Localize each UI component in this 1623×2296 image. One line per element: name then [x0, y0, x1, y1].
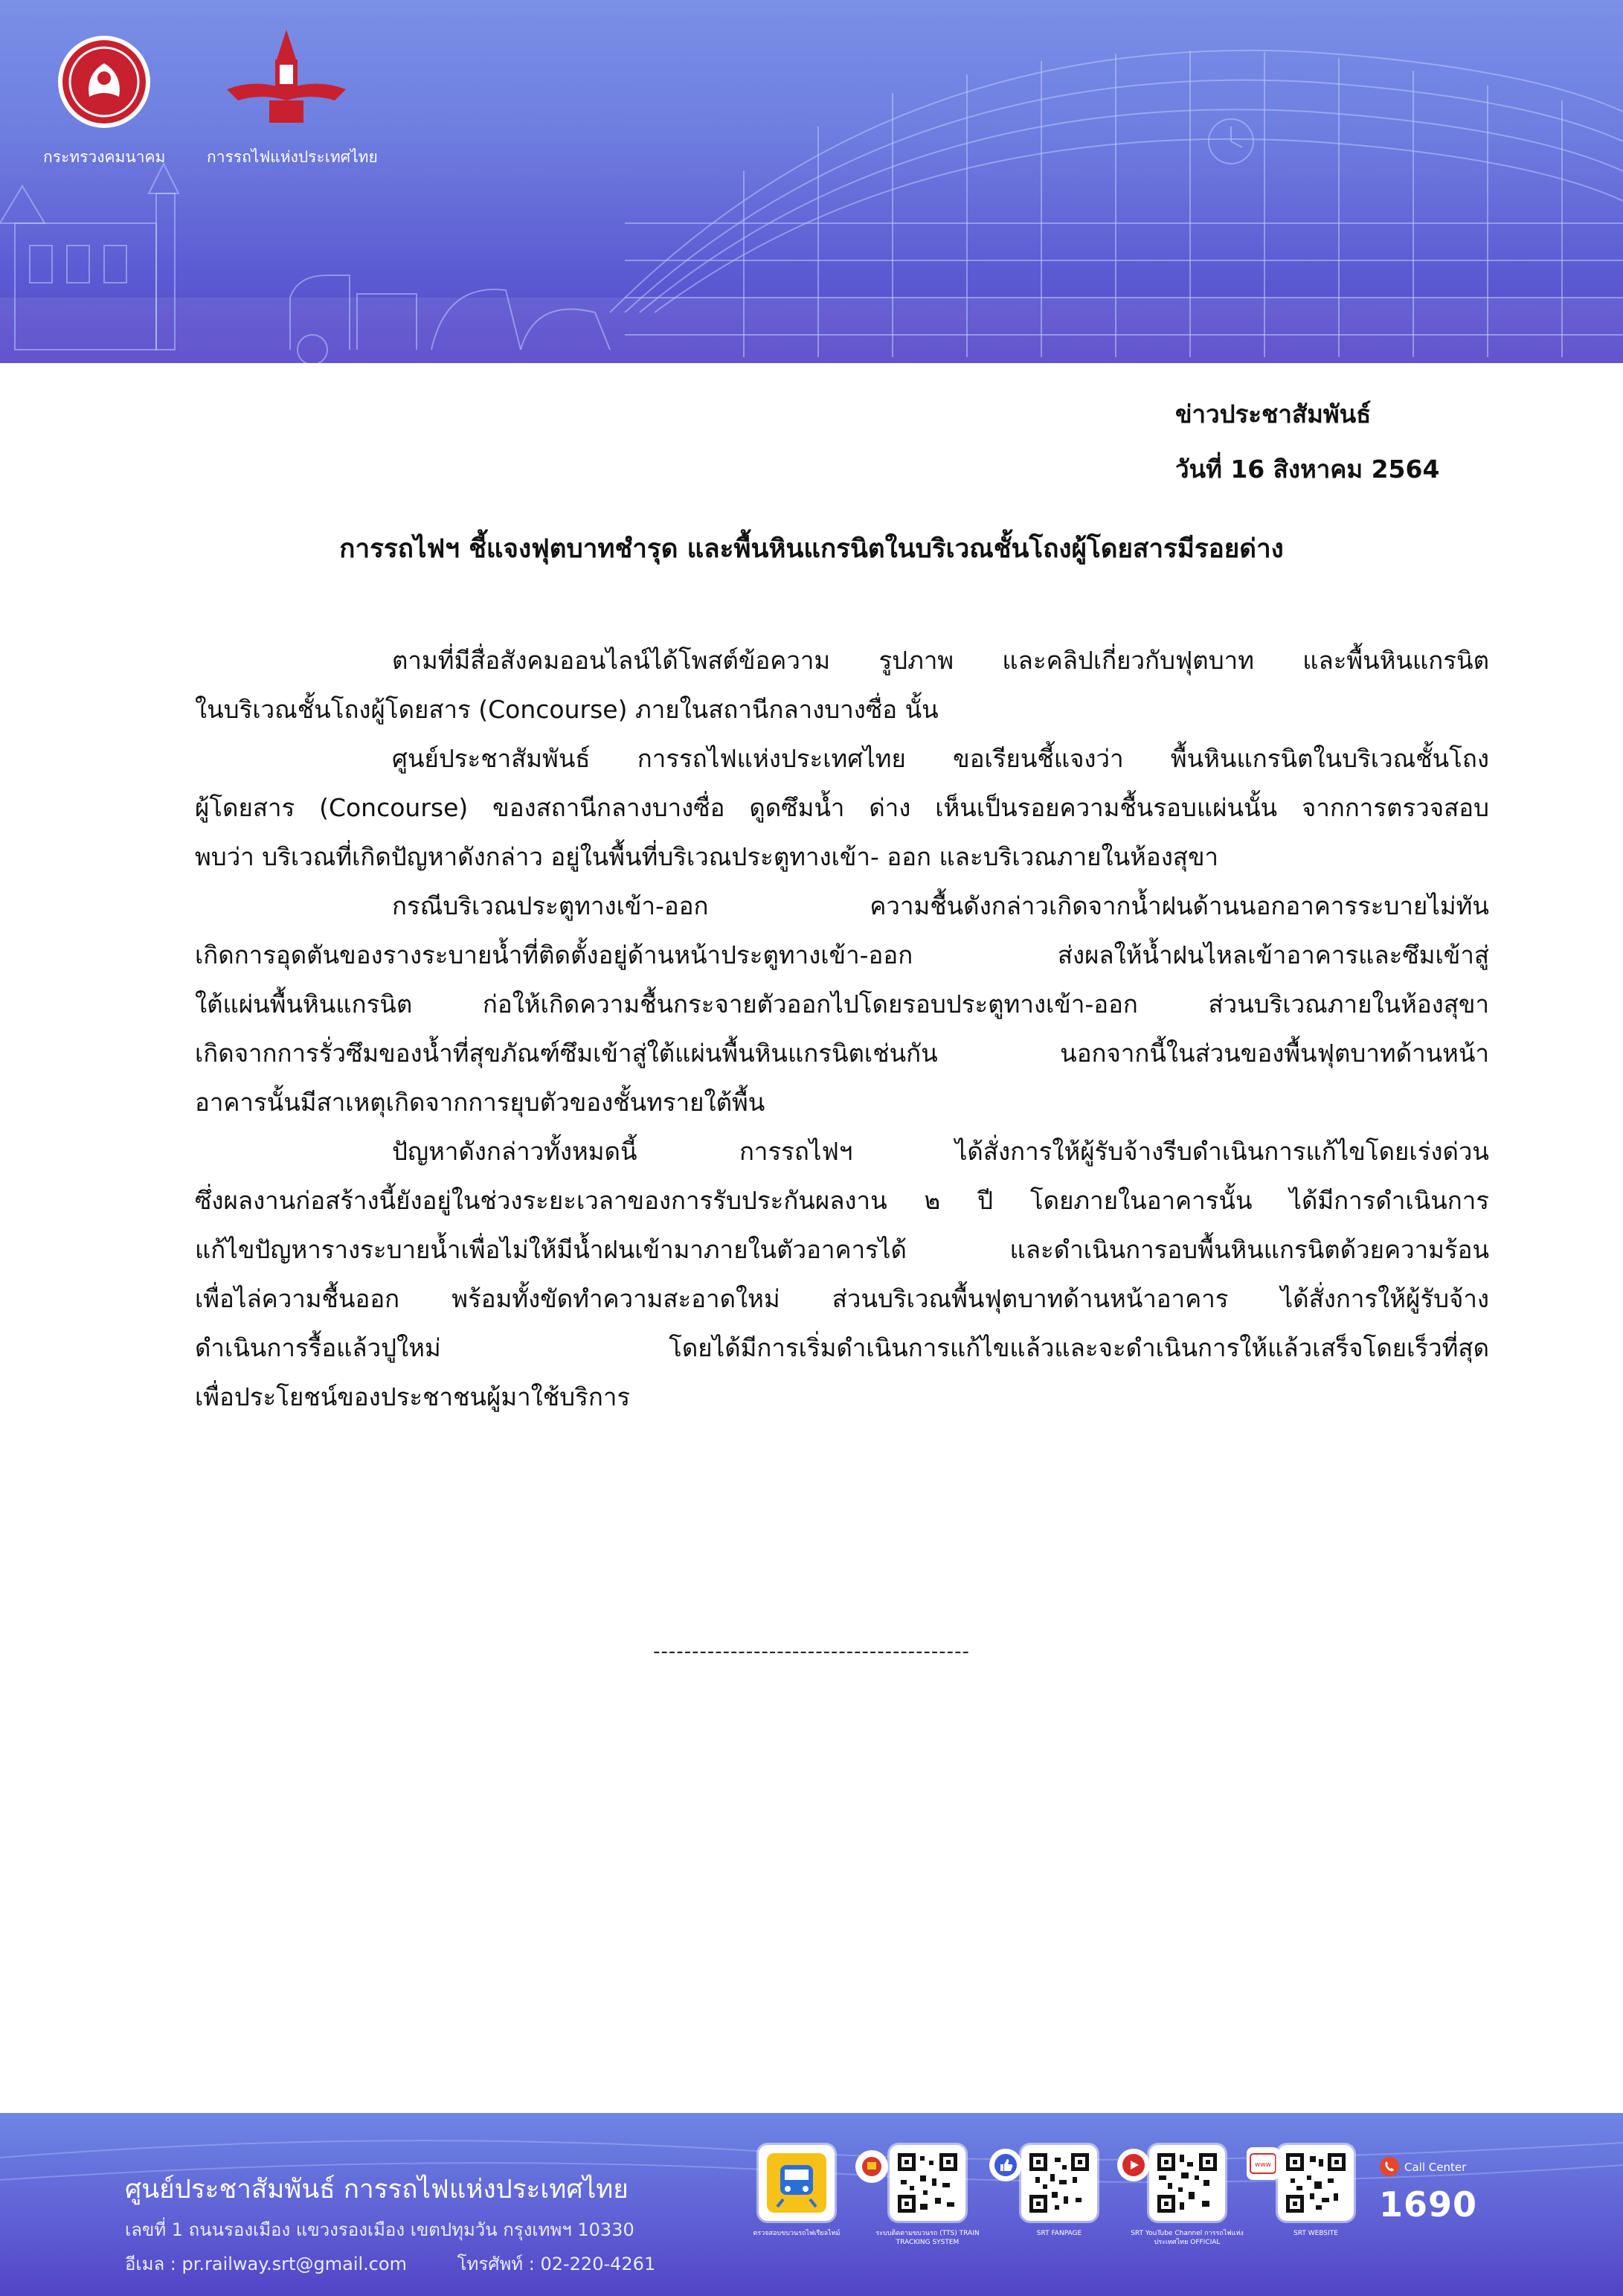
footer-email[interactable]: อีเมล : pr.railway.srt@gmail.com: [125, 2254, 407, 2274]
article-line: เกิดจากการรั่วซึมของน้ำที่สุขภัณฑ์ซึมเข้าสู่ใต้แผ่นพื้นหินแกรนิตเช่นกัน นอกจากนี้ในส่วนของพื้นฟุตบาทด้านหน้า: [195, 1039, 1489, 1068]
article-line: ผู้โดยสาร (Concourse) ของสถานีกลางบางซื่อ ดูดซึมน้ำ ด่าง เห็นเป็นรอยความชื้นรอบแผ่นนั้น จากการตรวจสอบ: [195, 793, 1489, 822]
tts-caption: ระบบติดตามขบวนรถ (TTS) TRAIN TRACKING SYSTEM: [875, 2230, 980, 2246]
footer-contact: [125, 2249, 655, 2278]
article-line: ใต้แผ่นพื้นหินแกรนิต ก่อให้เกิดความชื้นกระจายตัวออกไปโดยรอบประตูทางเข้า-ออก ส่วนบริเวณภายในห้องสุขา: [195, 990, 1489, 1019]
header-banner: [0, 0, 1623, 363]
qr-code: [1029, 2153, 1089, 2213]
facebook-like-icon: [989, 2149, 1022, 2181]
article-line: อาคารนั้นมีสาเหตุเกิดจากการยุบตัวของชั้นทรายใต้พื้น: [195, 1088, 765, 1117]
ministry-seal-logo: [56, 33, 152, 130]
website-www-icon: [1247, 2147, 1279, 2180]
article-line: พบว่า บริเวณที่เกิดปัญหาดังกล่าว อยู่ในพื้นที่บริเวณประตูทางเข้า- ออก และบริเวณภายในห้องสุขา: [195, 842, 1219, 871]
article-body: [195, 636, 1489, 1422]
website-qr-icon[interactable]: [1278, 2145, 1354, 2221]
call-center-number: 1690: [1379, 2184, 1478, 2225]
article-line: เพื่อไล่ความชื้นออก พร้อมทั้งขัดทำความสะอาดใหม่ ส่วนบริเวณพื้นฟุตบาทด้านหน้าอาคาร ได้สั่งการให้ผู้รับจ้าง: [195, 1284, 1489, 1313]
article-line: เพื่อประโยชน์ของประชาชนผู้มาใช้บริการ: [195, 1382, 631, 1411]
tts-badge-icon: [855, 2150, 888, 2183]
article-line: แก้ไขปัญหารางระบายน้ำเพื่อไม่ให้มีน้ำฝนเข้ามาภายในตัวอาคารได้ และดำเนินการอบพื้นหินแกรนิตด้วยความร้อน: [195, 1235, 1489, 1264]
ministry-label: กระทรวงคมนาคม: [43, 148, 166, 166]
phone-icon: [1379, 2156, 1400, 2177]
footer-banner: [0, 2113, 1623, 2296]
press-release-date: วันที่ 16 สิงหาคม 2564: [1175, 455, 1440, 484]
facebook-qr-icon[interactable]: [1021, 2145, 1097, 2221]
srt-label: การรถไฟแห่งประเทศไทย: [207, 148, 378, 166]
train-app-caption: ตรวจสอบขบวนรถไฟเรียลไทม์: [753, 2230, 841, 2237]
footer-phone[interactable]: โทรศัพท์ : 02-220-4261: [457, 2254, 656, 2274]
article-line: ซึ่งผลงานก่อสร้างนี้ยังอยู่ในช่วงระยะเวลาของการรับประกันผลงาน ๒ ปี โดยภายในอาคารนั้น ได้มีการดำเนินการ: [195, 1186, 1489, 1215]
facebook-caption: SRT FANPAGE: [1036, 2230, 1082, 2237]
qr-code: [1157, 2153, 1217, 2213]
article-line: ดำเนินการรื้อแล้วปูใหม่ โดยได้มีการเริ่มดำเนินการแก้ไขแล้วและจะดำเนินการให้แล้วเสร็จโดยเร็วที่สุด: [195, 1333, 1489, 1362]
train-app-icon[interactable]: [759, 2145, 835, 2221]
website-caption: SRT WEBSITE: [1293, 2230, 1338, 2237]
end-divider: -----------------------------------------: [653, 1641, 970, 1663]
article-line: ในบริเวณชั้นโถงผู้โดยสาร (Concourse) ภายในสถานีกลางบางซื่อ นั้น: [195, 695, 939, 724]
article-line: ตามที่มีสื่อสังคมออนไลน์ได้โพสต์ข้อความ รูปภาพ และคลิปเกี่ยวกับฟุตบาท และพื้นหินแกรนิต: [392, 646, 1489, 675]
youtube-caption: SRT YouTube Channel การรถไฟแห่งประเทศไทย OFFICIAL: [1131, 2230, 1244, 2246]
footer-address: เลขที่ 1 ถนนรองเมือง แขวงรองเมือง เขตปทุมวัน กรุงเทพฯ 10330: [125, 2219, 634, 2240]
srt-emblem-logo: [223, 26, 350, 130]
youtube-qr-icon[interactable]: [1149, 2145, 1225, 2221]
press-release-type: ข่าวประชาสัมพันธ์: [1175, 400, 1372, 429]
article-line: เกิดการอุดตันของรางระบายน้ำที่ติดตั้งอยู่ด้านหน้าประตูทางเข้า-ออก ส่งผลให้น้ำฝนไหลเข้าอาคารและซึมเข้าสู่: [195, 940, 1489, 969]
article-line: กรณีบริเวณประตูทางเข้า-ออก ความชื้นดังกล่าวเกิดจากน้ำฝนด้านนอกอาคารระบายไม่ทัน: [392, 891, 1489, 920]
press-release-meta: [1175, 387, 1439, 497]
qr-code: [1286, 2153, 1346, 2213]
press-headline: การรถไฟฯ ชี้แจงฟุตบาทชำรุด และพื้นหินแกรนิตในบริเวณชั้นโถงผู้โดยสารมีรอยด่าง: [339, 534, 1284, 564]
tts-qr-icon[interactable]: [890, 2145, 965, 2221]
article-line: ศูนย์ประชาสัมพันธ์ การรถไฟแห่งประเทศไทย ขอเรียนชี้แจงว่า พื้นหินแกรนิตในบริเวณชั้นโถง: [392, 744, 1489, 773]
call-center-label: Call Center: [1404, 2161, 1467, 2174]
svg-text:www: www: [1254, 2161, 1272, 2169]
footer-title: ศูนย์ประชาสัมพันธ์ การรถไฟแห่งประเทศไทย: [125, 2175, 629, 2204]
qr-code: [898, 2153, 957, 2213]
youtube-icon: [1117, 2149, 1150, 2181]
article-line: ปัญหาดังกล่าวทั้งหมดนี้ การรถไฟฯ ได้สั่งการให้ผู้รับจ้างรีบดำเนินการแก้ไขโดยเร่งด่วน: [392, 1137, 1489, 1166]
